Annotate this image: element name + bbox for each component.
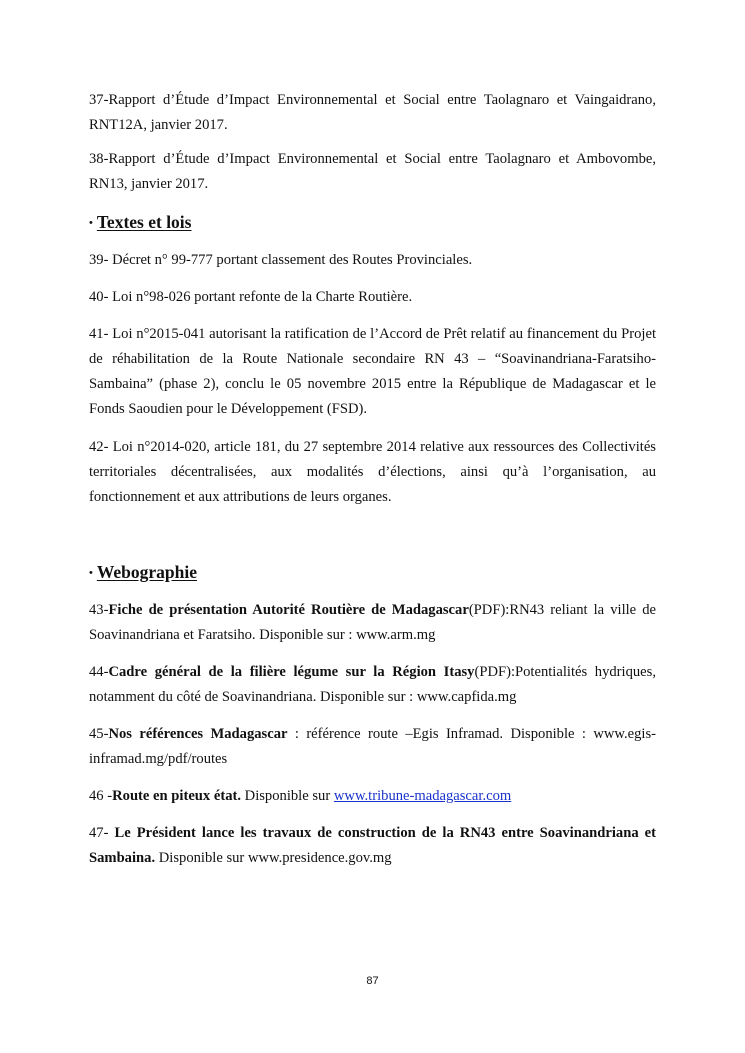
tribune-madagascar-link[interactable]: www.tribune-madagascar.com	[333, 788, 512, 804]
ref-number: 47-	[89, 825, 115, 841]
ref-detail: Disponible sur www.presidence.gov.mg	[155, 850, 392, 866]
reference-38: 38-Rapport d’Étude d’Impact Environnemental et Social entre Taolagnaro et Ambovombe, RN13, janvier 2017.	[89, 151, 656, 192]
reference-42: 42- Loi n°2014-020, article 181, du 27 septembre 2014 relative aux ressources des Collectivités territoriales décentralisées, aux modalités d’élections, ainsi qu’à l’organisation, au fonctionnement et aux attributions de leurs organes.	[89, 439, 656, 505]
bullet-icon: •	[89, 567, 93, 579]
bullet-icon: •	[89, 217, 93, 229]
reference-37: 37-Rapport d’Étude d’Impact Environnemental et Social entre Taolagnaro et Vaingaidrano, RNT12A, janvier 2017.	[89, 92, 656, 133]
section-heading-textes-et-lois	[89, 210, 191, 235]
heading-text: Textes et lois	[96, 212, 192, 232]
page-number: 87	[366, 975, 379, 987]
reference-46	[89, 784, 656, 809]
reference-43	[89, 598, 656, 648]
reference-40: 40- Loi n°98-026 portant refonte de la Charte Routière.	[89, 289, 413, 305]
ref-number: 46 -	[89, 788, 113, 804]
reference-39: 39- Décret n° 99-777 portant classement des Routes Provinciales.	[89, 252, 473, 268]
ref-detail: (PDF):RN43 reliant la ville de Soavinandriana et Faratsiho. Disponible sur : www.arm.mg	[89, 602, 656, 643]
reference-41: 41- Loi n°2015-041 autorisant la ratification de l’Accord de Prêt relatif au financement du Projet de réhabilitation de la Route Nationale secondaire RN 43 – “Soavinandriana-Faratsiho-Sambaina” (phase 2), conclu le 05 novembre 2015 entre la République de Madagascar et le Fonds Saoudien pour le Développement (FSD).	[89, 326, 656, 417]
ref-title: Nos références Madagascar	[108, 726, 288, 742]
section-heading-webographie	[89, 560, 197, 585]
reference-45	[89, 722, 656, 772]
ref-title: Route en piteux état.	[112, 788, 242, 804]
ref-title: Fiche de présentation Autorité Routière de Madagascar	[108, 602, 469, 618]
ref-number: 43-	[89, 602, 109, 618]
ref-number: 45-	[89, 726, 109, 742]
ref-detail: : référence route –Egis Inframad. Disponible : www.egis-inframad.mg/pdf/routes	[89, 726, 656, 767]
ref-title: Cadre général de la filière légume sur la Région Itasy	[108, 664, 475, 680]
ref-title: Le Président lance les travaux de construction de la RN43 entre Soavinandriana et Sambaina.	[89, 825, 656, 866]
ref-number: 44-	[89, 664, 109, 680]
ref-detail: (PDF):Potentialités hydriques, notamment du côté de Soavinandriana. Disponible sur : www.capfida.mg	[89, 664, 656, 705]
reference-44	[89, 660, 656, 710]
reference-47	[89, 821, 656, 871]
ref-detail: Disponible sur	[241, 788, 334, 804]
heading-text: Webographie	[96, 562, 198, 582]
